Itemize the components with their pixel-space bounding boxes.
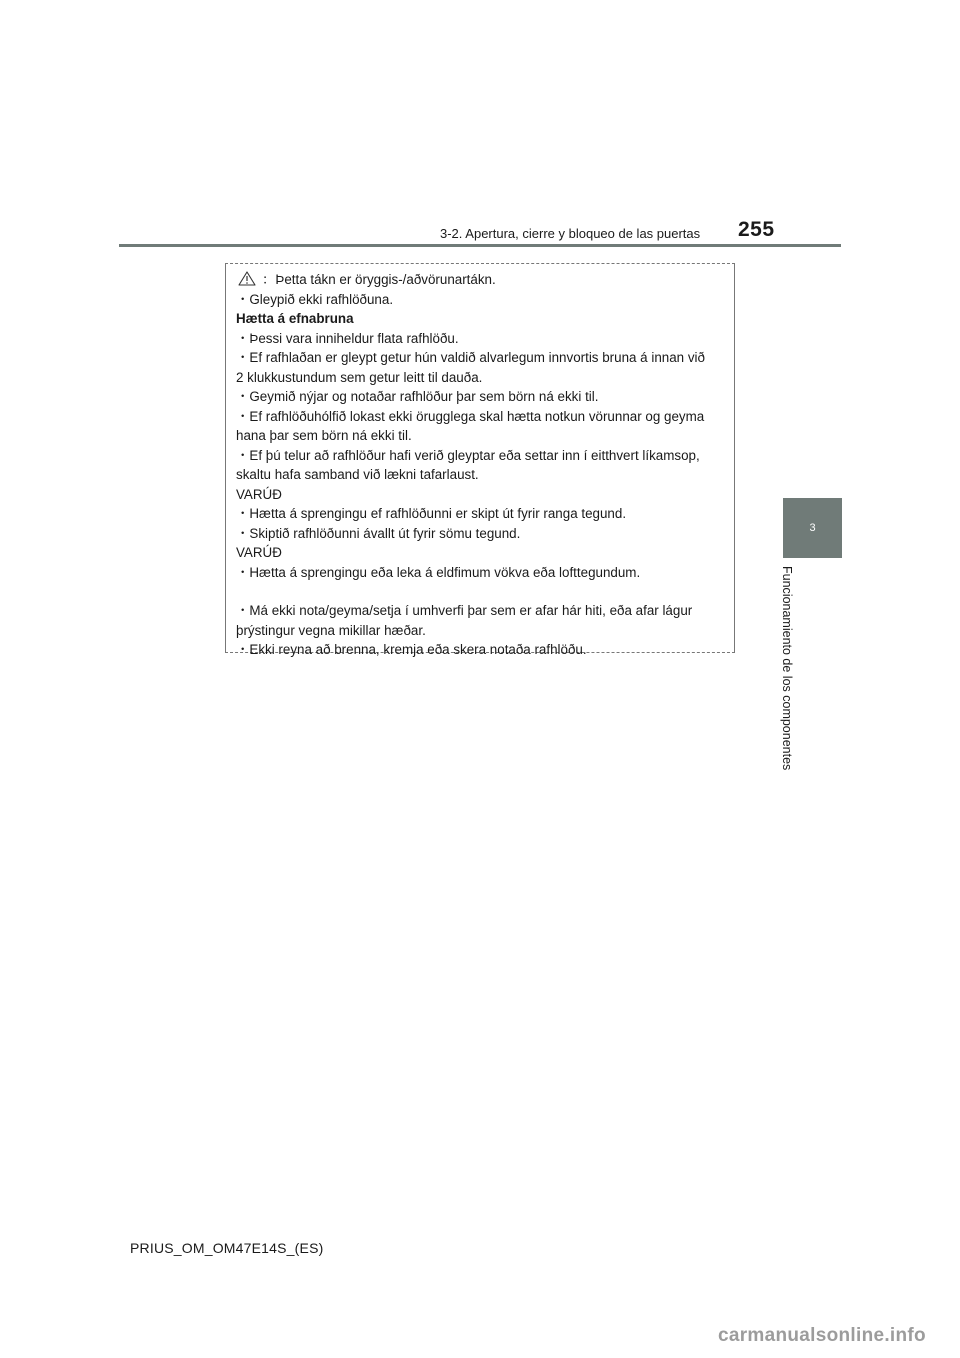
notice-text	[236, 270, 724, 660]
notice-line: þrýstingur vegna mikillar hæðar.	[236, 622, 426, 638]
notice-line: ・Hætta á sprengingu ef rafhlöðunni er skipt út fyrir ranga tegund.	[236, 506, 627, 521]
notice-heading: VARÚÐ	[236, 486, 282, 502]
chapter-tab	[783, 498, 842, 558]
notice-line: ・Hætta á sprengingu eða leka á eldfimum vökva eða lofttegundum.	[236, 564, 641, 580]
line-spacer	[236, 582, 724, 601]
section-title: 3-2. Apertura, cierre y bloqueo de las puertas	[440, 226, 701, 241]
watermark: carmanualsonline.info	[718, 1325, 926, 1346]
symbol-legend-text: ：Þetta tákn er öryggis-/aðvörunartákn.	[262, 272, 496, 287]
notice-line: ・Ef rafhlaðan er gleypt getur hún valdið alvarlegum innvortis bruna á innan við	[236, 350, 705, 365]
document-code: PRIUS_OM_OM47E14S_(ES)	[130, 1240, 324, 1256]
chapter-title-text: Funcionamiento de los componentes	[780, 566, 794, 771]
notice-line: ・Gleypið ekki rafhlöðuna.	[236, 291, 394, 307]
header-divider	[119, 244, 841, 247]
notice-line: 2 klukkustundum sem getur leitt til dauða.	[236, 369, 483, 385]
notice-heading: VARÚÐ	[236, 545, 282, 560]
notice-line: ・Þessi vara inniheldur flata rafhlöðu.	[236, 330, 459, 346]
notice-line: ・Ef rafhlöðuhólfið lokast ekki örugglega skal hætta notkun vörunnar og geyma	[236, 408, 705, 424]
notice-line: ・Ekki reyna að brenna, kremja eða skera notaða rafhlöðu.	[236, 642, 587, 657]
warning-notice-box	[225, 263, 735, 657]
warning-triangle-icon	[238, 271, 256, 286]
chapter-title	[780, 566, 802, 788]
notice-line: ・Ef þú telur að rafhlöður hafi verið gleyptar eða settar inn í eitthvert líkamsop,	[236, 447, 700, 463]
notice-line: ・Skiptið rafhlöðunni ávallt út fyrir sömu tegund.	[236, 525, 521, 541]
symbol-legend-line	[236, 270, 724, 290]
page-number: 255	[738, 218, 775, 241]
notice-line: skaltu hafa samband við lækni tafarlaust.	[236, 467, 479, 482]
notice-heading: Hætta á efnabruna	[236, 311, 354, 326]
notice-line: hana þar sem börn ná ekki til.	[236, 428, 412, 443]
notice-line: ・Má ekki nota/geyma/setja í umhverfi þar sem er afar hár hiti, eða afar lágur	[236, 603, 693, 618]
notice-line: ・Geymið nýjar og notaðar rafhlöður þar sem börn ná ekki til.	[236, 389, 599, 404]
chapter-number: 3	[809, 522, 816, 534]
